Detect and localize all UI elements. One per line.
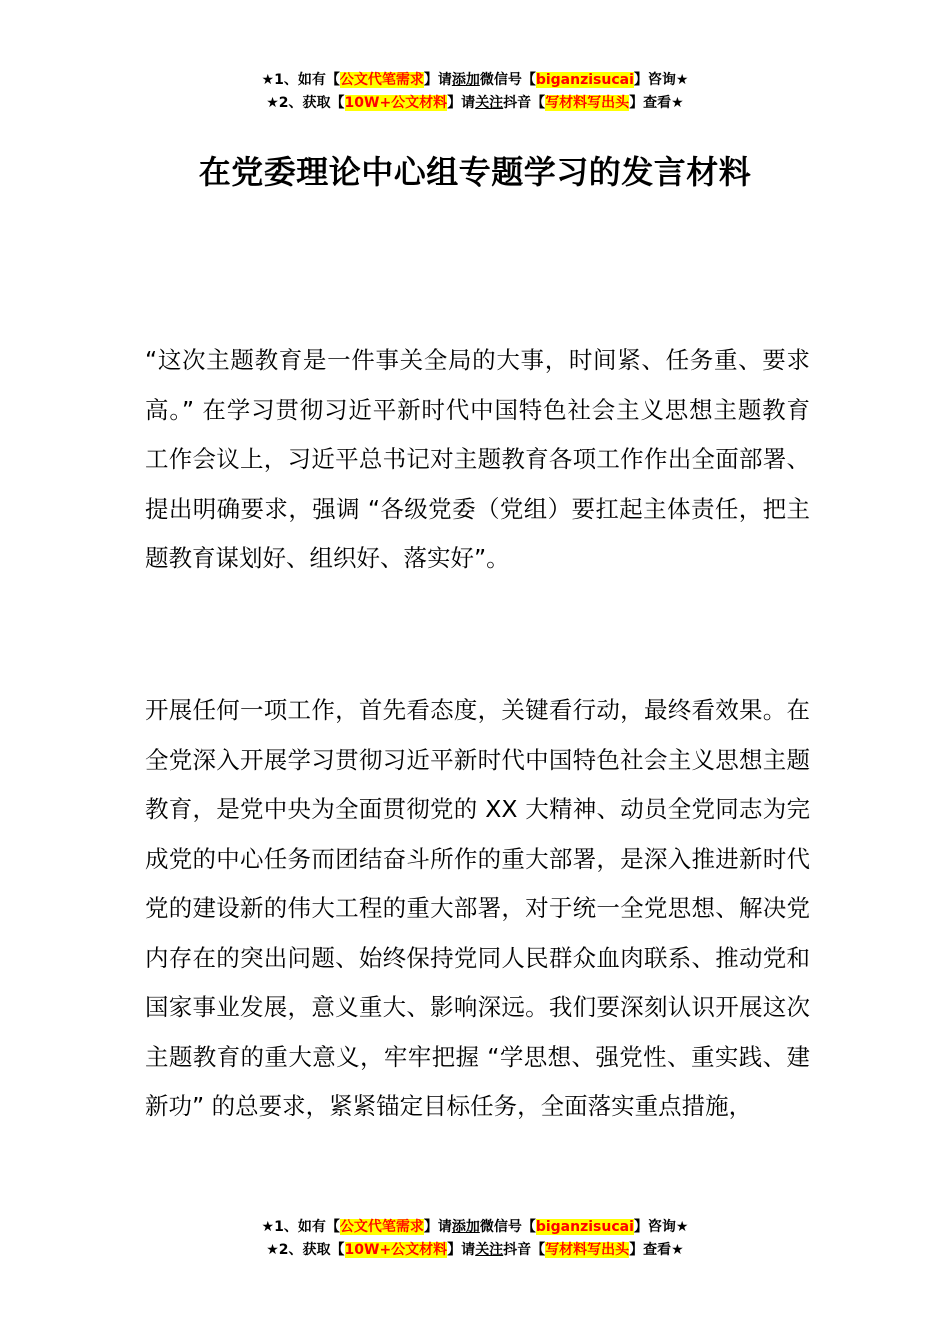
promo-footer — [0, 1216, 950, 1262]
promo-douyin-id: 写材料写出头 — [545, 1242, 630, 1258]
promo-highlight: 10W+公文材料 — [344, 95, 448, 111]
promo-highlight: 公文代笔需求 — [339, 1219, 424, 1235]
promo-line-2: ★2、获取【10W+公文材料】请关注抖音【写材料写出头】查看★ — [266, 1242, 684, 1258]
promo-wechat-id: biganzisucai — [535, 1219, 634, 1235]
paragraph-1: “这次主题教育是一件事关全局的大事，时间紧、任务重、要求高。” 在学习贯彻习近平新时代中国特色社会主义思想主题教育工作会议上，习近平总书记对主题教育各项工作作出全面部署、提出明确要求，强调 “各级党委（党组）要扛起主体责任，把主题教育谋划好、组织好、落实好”。 — [145, 346, 810, 572]
promo-header — [0, 69, 950, 115]
paragraph-2: 开展任何一项工作，首先看态度，关键看行动，最终看效果。在全党深入开展学习贯彻习近平新时代中国特色社会主义思想主题教育，是党中央为全面贯彻党的 XX 大精神、动员全党同志为完成党的中心任务而团结奋斗所作的重大部署，是深入推进新时代党的建设新的伟大工程的重大部署，对于统一全党思想、解决党内存在的突出问题、始终保持党同人民群众血肉联系、推动党和国家事业发展，意义重大、影响深远。我们要深刻认识开展这次主题教育的重大意义，牢牢把握 “学思想、强党性、重实践、建新功” 的总要求，紧紧锚定目标任务，全面落实重点措施， — [145, 696, 810, 1120]
promo-wechat-id: biganzisucai — [535, 72, 634, 88]
promo-line-2: ★2、获取【10W+公文材料】请关注抖音【写材料写出头】查看★ — [266, 95, 684, 111]
promo-line-1: ★1、如有【公文代笔需求】请添加微信号【biganzisucai】咨询★ — [261, 1219, 689, 1235]
document-title: 在党委理论中心组专题学习的发言材料 — [198, 153, 752, 191]
promo-highlight: 公文代笔需求 — [339, 72, 424, 88]
promo-highlight: 10W+公文材料 — [344, 1242, 448, 1258]
promo-line-1: ★1、如有【公文代笔需求】请添加微信号【biganzisucai】咨询★ — [261, 72, 689, 88]
promo-douyin-id: 写材料写出头 — [545, 95, 630, 111]
